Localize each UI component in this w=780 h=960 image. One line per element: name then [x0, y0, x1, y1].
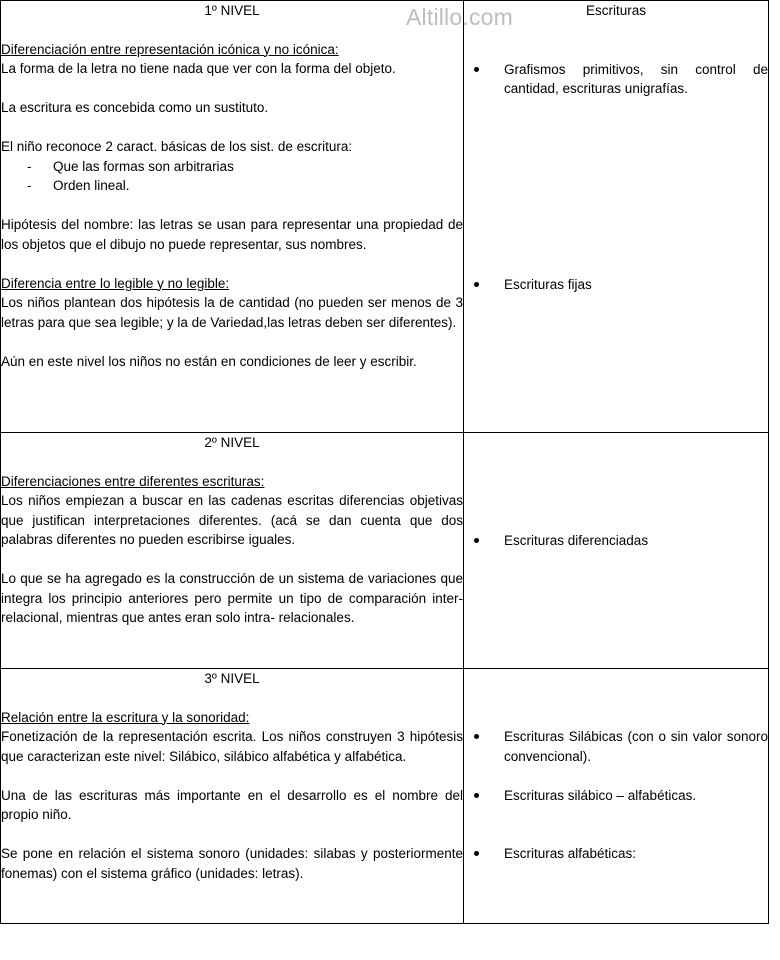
paragraph: Los niños empiezan a buscar en las cadenas escritas diferencias objetivas que justifican interpretaciones diferentes. (acá se dan cuenta que dos palabras diferentes no pueden escribirse iguales.	[1, 493, 463, 547]
level-1-row	[1, 1, 769, 433]
level-2-writings	[464, 433, 769, 669]
dash-item: - Que las formas son arbitrarias	[27, 157, 463, 177]
text-line: La forma de la letra no tiene nada que ver con la forma del objeto.	[1, 61, 396, 76]
paragraph: Aún en este nivel los niños no están en condiciones de leer y escribir.	[1, 353, 417, 369]
dash-item: - Orden lineal.	[27, 176, 463, 196]
level-2-title: 2º NIVEL	[204, 435, 260, 450]
level-2-row	[1, 433, 769, 669]
paragraph: Los niños plantean dos hipótesis la de cantidad (no pueden ser menos de 3 letras para que sea legible; y la de Variedad,las letras deben ser diferentes).	[1, 295, 463, 330]
dash-list	[1, 157, 463, 196]
writing-item: Escrituras silábico – alfabéticas.	[464, 786, 768, 806]
section-heading: Relación entre la escritura y la sonoridad:	[1, 709, 250, 725]
level-1-description	[1, 1, 464, 433]
section-heading: Diferencia entre lo legible y no legible:	[1, 275, 230, 291]
level-1-writings	[464, 1, 769, 433]
level-1-title: 1º NIVEL	[204, 3, 260, 18]
paragraph: Una de las escrituras más importante en el desarrollo es el nombre del propio niño.	[1, 787, 463, 822]
writing-item: Escrituras fijas	[464, 275, 768, 295]
writing-item: Escrituras alfabéticas:	[464, 844, 768, 864]
writing-item: Escrituras Silábicas (con o sin valor sonoro convencional).	[464, 727, 768, 766]
level-3-title: 3º NIVEL	[204, 671, 260, 686]
writing-item: Escrituras diferenciadas	[464, 531, 768, 551]
level-2-description	[1, 433, 464, 669]
watermark: Altillo.com	[406, 4, 514, 30]
paragraph: Fonetización de la representación escrita. Los niños construyen 3 hipótesis que caracterizan este nivel: Silábico, silábico alfabética y alfabética.	[1, 729, 463, 764]
paragraph: Se pone en relación el sistema sonoro (unidades: silabas y posteriormente fonemas) con el sistema gráfico (unidades: letras).	[1, 846, 463, 881]
writings-column-header: Escrituras	[585, 3, 646, 18]
text-line: La escritura es concebida como un sustituto.	[1, 100, 269, 115]
level-3-writings	[464, 669, 769, 924]
paragraph: Lo que se ha agregado es la construcción de un sistema de variaciones que integra los principio anteriores pero permite un tipo de comparación inter- relacional, mientras que antes eran solo intra- relacionales.	[1, 571, 463, 625]
level-3-description	[1, 669, 464, 924]
section-heading: Diferenciaciones entre diferentes escrituras:	[1, 473, 265, 489]
level-3-row	[1, 669, 769, 924]
hypothesis-paragraph: Hipótesis del nombre: las letras se usan para representar una propiedad de los objetos que el dibujo no puede representar, sus nombres.	[1, 217, 463, 252]
writing-item: Grafismos primitivos, sin control de cantidad, escrituras unigrafías.	[464, 60, 768, 99]
text-line: El niño reconoce 2 caract. básicas de los sist. de escritura:	[1, 139, 353, 154]
section-heading: Diferenciación entre representación icónica y no icónica:	[1, 41, 339, 57]
